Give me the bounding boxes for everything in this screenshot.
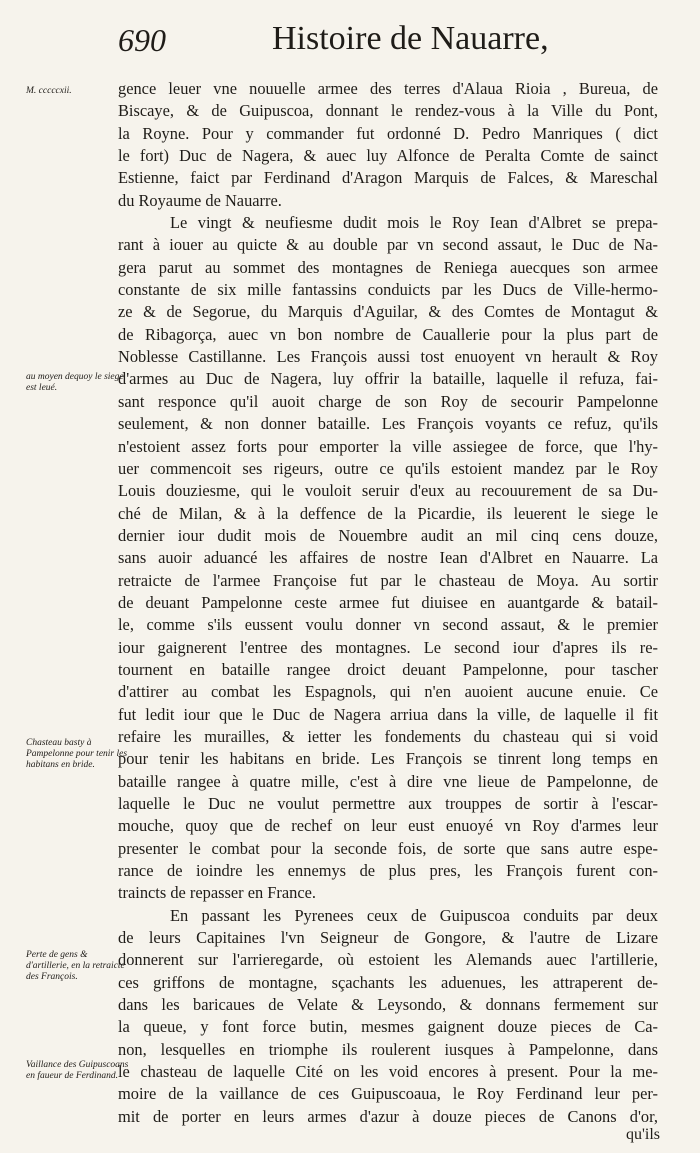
text-line: mouche, quoy que de rechef on leur eust enuoyé vn Roy d'armes leur bbox=[118, 816, 658, 836]
text-line: Biscaye, & de Guipuscoa, donnant le rendez-vous à la Ville du Pont, bbox=[118, 101, 658, 121]
margin-note-siege: au moyen dequoy le siege est leué. bbox=[26, 372, 124, 393]
text-line: Estienne, faict par Ferdinand d'Aragon Marquis de Falces, & Mareschal bbox=[118, 168, 658, 188]
text-line: dans les baricaues de Velate & Leysondo, & donnans fermement sur bbox=[118, 995, 658, 1015]
margin-note-chasteau: Chasteau basty à Pampelonne pour tenir les habitans en bride. bbox=[26, 738, 128, 770]
text-line: de leurs Capitaines l'vn Seigneur de Gongore, & l'autre de Lizare bbox=[118, 928, 658, 948]
margin-note-vaillance: Vaillance des Guipuscoans en faueur de Ferdinand. bbox=[26, 1060, 129, 1081]
text-line: traincts de repasser en France. bbox=[118, 883, 316, 903]
text-line: tournent en bataille rangee droict deuant Pampelonne, pour tascher bbox=[118, 659, 658, 679]
text-line: sant responce qu'il auoit charge de son Roy de secourir Pampelonne bbox=[118, 391, 658, 411]
text-line: ze & de Segorue, du Marquis d'Aguilar, & des Comtes de Montagut & bbox=[118, 302, 658, 322]
text-line: d'armes au Duc de Nagera, luy offrir la bataille, laquelle il refuza, fai- bbox=[118, 369, 658, 389]
text-line: moire de la vaillance de ces Guipuscoaua, le Roy Ferdinand leur per- bbox=[118, 1084, 658, 1104]
text-line: sans auoir aduancé les affaires de nostre Iean d'Albret en Nauarre. La bbox=[118, 548, 658, 568]
text-line: retraicte de l'armee Françoise fut par le chasteau de Moya. Au sortir bbox=[118, 570, 658, 590]
text-line: du Royaume de Nauarre. bbox=[118, 190, 282, 210]
text-line: rance de ioindre les ennemys de plus pres, les François furent con- bbox=[118, 861, 658, 881]
text-line: de Ribagorça, auec vn bon nombre de Cauallerie pour la plus part de bbox=[118, 324, 658, 344]
text-line: d'attirer au combat les Espagnols, qui n'en auoient aucune enuie. Ce bbox=[118, 682, 658, 702]
text-line: gence leuer vne nouuelle armee des terres d'Alaua Rioia , Bureua, de bbox=[118, 79, 658, 98]
text-line: mit de porter en leurs armes d'azur à douze pieces de Canons d'or, bbox=[118, 1106, 658, 1126]
margin-note-year: M. cccccxii. bbox=[26, 86, 72, 96]
text-line: le fort) Duc de Nagera, & auec luy Alfonce de Peralta Comte de sainct bbox=[118, 146, 658, 166]
text-line: seulement, & non donner bataille. Les François voyants ce refuz, qu'ils bbox=[118, 414, 658, 434]
text-line: Louis douziesme, qui le vouloit seruir d'eux au recouurement de sa Du- bbox=[118, 481, 658, 501]
text-line: gera parut au sommet des montagnes de Reniega auecques son armee bbox=[118, 257, 658, 277]
text-line: Noblesse Castillanne. Les François aussi tost enuoyent vn herault & Roy bbox=[118, 347, 658, 367]
page-number: 690 bbox=[118, 22, 166, 58]
page-header bbox=[0, 16, 700, 72]
margin-note-perte: Perte de gens & d'artillerie, en la retraicte des François. bbox=[26, 950, 125, 982]
text-line: refaire les murailles, & ietter les fondements du chasteau qui si void bbox=[118, 726, 658, 746]
text-line: le, comme s'ils eussent voulu donner vn second assaut, & le premier bbox=[118, 615, 658, 635]
text-line: rant à iouer au quicte & au double par vn second assaut, le Duc de Na- bbox=[118, 235, 658, 255]
body-text bbox=[118, 78, 658, 1128]
text-line: En passant les Pyrenees ceux de Guipuscoa conduits par deux bbox=[170, 905, 658, 925]
text-line: uer commencoit ses rigeurs, outre ce qu'ils estoient mandez par le Roy bbox=[118, 458, 658, 478]
text-line: presenter le combat pour la seconde fois, de sorte que sans autre espe- bbox=[118, 838, 658, 858]
text-line: dernier iour dudit mois de Nouembre audit an mil cinq cens douze, bbox=[118, 525, 658, 545]
text-line: iour gaignerent l'entree des montagnes. Le second iour d'apres ils re- bbox=[118, 637, 658, 657]
text-line: constante de six mille fantassins conduicts par les Ducs de Ville-hermo- bbox=[118, 280, 658, 300]
text-line: de deuant Pampelonne ceste armee fut diuisee en auantgarde & batail- bbox=[118, 592, 658, 612]
text-line: ces griffons de montagne, sçachants les aduenues, les attraperent de- bbox=[118, 972, 658, 992]
text-line: non, lesquelles en triomphe ils roulerent iusques à Pampelonne, dans bbox=[118, 1039, 658, 1059]
text-line: ché de Milan, & à la deffence de la Picardie, ils leuerent le siege le bbox=[118, 503, 658, 523]
running-title: Histoire de Nauarre, bbox=[272, 20, 549, 57]
catchword: qu'ils bbox=[626, 1126, 660, 1143]
text-line: donnerent sur l'arrieregarde, où estoient les Alemands auec l'artillerie, bbox=[118, 950, 658, 970]
text-line: laquelle le Duc ne voulut permettre aux trouppes de sortir à l'escar- bbox=[118, 794, 658, 813]
text-line: la Royne. Pour y commander fut ordonné D. Pedro Manriques ( dict bbox=[118, 123, 658, 143]
text-line: fut ledit iour que le Duc de Nagera arriua dans la ville, de laquelle il fit bbox=[118, 704, 658, 724]
text-line: bataille rangee à quatre mille, c'est à dire vne lieue de Pampelonne, de bbox=[118, 771, 658, 791]
text-line: la queue, y font force butin, mesmes gaignent douze pieces de Ca- bbox=[118, 1017, 658, 1037]
text-line: n'estoient assez forts pour emporter la ville assiegee de force, que l'hy- bbox=[118, 436, 658, 456]
text-line: Le vingt & neufiesme dudit mois le Roy Iean d'Albret se prepa- bbox=[170, 213, 658, 233]
text-line: le chasteau de laquelle Cité on les void encores à present. Pour la me- bbox=[118, 1062, 658, 1082]
text-line: pour tenir les habitans en bride. Les François se tinrent long temps en bbox=[118, 749, 658, 769]
